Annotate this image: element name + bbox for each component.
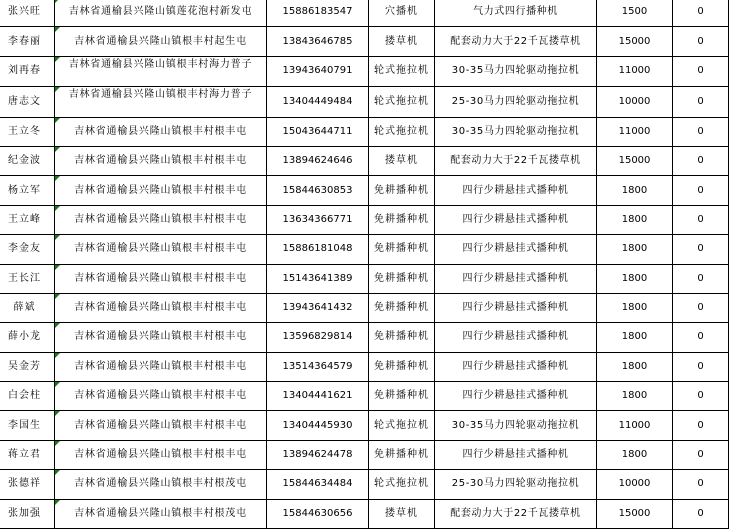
table-row — [0, 56, 729, 86]
comment-marker-icon — [55, 411, 60, 416]
phone-cell[interactable]: 13843646785 — [267, 27, 369, 56]
subsidy-amount-cell[interactable]: 1800 — [597, 382, 673, 411]
address-cell[interactable]: 吉林省通榆县兴隆山镇根丰村起生屯 — [55, 27, 267, 56]
machine-model-cell[interactable]: 四行少耕悬挂式播种机 — [435, 205, 597, 234]
phone-cell[interactable]: 13404445930 — [267, 411, 369, 440]
subsidy-amount-cell[interactable]: 10000 — [597, 470, 673, 499]
machine-type-cell[interactable]: 免耕播种机 — [369, 205, 435, 234]
phone-cell[interactable]: 15043644711 — [267, 117, 369, 146]
machine-model-cell[interactable]: 30-35马力四轮驱动拖拉机 — [435, 411, 597, 440]
subsidy-amount-cell[interactable]: 1800 — [597, 264, 673, 293]
machine-type-cell[interactable]: 免耕播种机 — [369, 440, 435, 469]
table-row — [0, 176, 729, 205]
machine-model-cell[interactable]: 配套动力大于22千瓦搂草机 — [435, 27, 597, 56]
address-cell[interactable]: 吉林省通榆县兴隆山镇根丰村根丰屯 — [55, 176, 267, 205]
phone-cell[interactable]: 15844634484 — [267, 470, 369, 499]
comment-marker-icon — [55, 118, 60, 123]
subsidy-amount-cell[interactable]: 15000 — [597, 27, 673, 56]
machine-type-cell[interactable]: 免耕播种机 — [369, 352, 435, 381]
zero-value-cell[interactable]: 0 — [673, 264, 729, 293]
table-row — [0, 293, 729, 322]
machine-model-cell[interactable]: 四行少耕悬挂式播种机 — [435, 264, 597, 293]
subsidy-amount-cell[interactable]: 1800 — [597, 176, 673, 205]
name-cell[interactable]: 李金友 — [0, 235, 55, 264]
comment-marker-icon — [55, 176, 60, 181]
address-cell[interactable]: 吉林省通榆县兴隆山镇根丰村根丰屯 — [55, 323, 267, 352]
machine-type-cell[interactable]: 免耕播种机 — [369, 264, 435, 293]
subsidy-amount-cell[interactable]: 11000 — [597, 56, 673, 86]
subsidy-amount-cell[interactable]: 1800 — [597, 293, 673, 322]
name-cell[interactable]: 张德祥 — [0, 470, 55, 499]
subsidy-amount-cell[interactable]: 1800 — [597, 440, 673, 469]
table-row — [0, 87, 729, 117]
comment-marker-icon — [55, 294, 60, 299]
name-cell[interactable]: 刘再春 — [0, 56, 55, 86]
machine-model-cell[interactable]: 30-35马力四轮驱动拖拉机 — [435, 56, 597, 86]
machine-type-cell[interactable]: 免耕播种机 — [369, 235, 435, 264]
machine-type-cell[interactable]: 搂草机 — [369, 27, 435, 56]
machine-type-cell[interactable]: 轮式拖拉机 — [369, 117, 435, 146]
name-cell[interactable]: 张加强 — [0, 499, 55, 528]
zero-value-cell[interactable]: 0 — [673, 411, 729, 440]
zero-value-cell[interactable]: 0 — [673, 293, 729, 322]
address-cell[interactable]: 吉林省通榆县兴隆山镇根丰村根丰屯 — [55, 382, 267, 411]
comment-marker-icon — [55, 235, 60, 240]
zero-value-cell[interactable]: 0 — [673, 205, 729, 234]
subsidy-amount-cell[interactable]: 1800 — [597, 323, 673, 352]
machine-model-cell[interactable]: 四行少耕悬挂式播种机 — [435, 382, 597, 411]
machine-type-cell[interactable]: 轮式拖拉机 — [369, 411, 435, 440]
table-row — [0, 264, 729, 293]
comment-marker-icon — [55, 27, 60, 32]
comment-marker-icon — [55, 147, 60, 152]
machine-type-cell[interactable]: 搂草机 — [369, 499, 435, 528]
subsidy-amount-cell[interactable]: 1800 — [597, 352, 673, 381]
phone-cell[interactable]: 13404449484 — [267, 87, 369, 117]
name-cell[interactable]: 王立峰 — [0, 205, 55, 234]
machine-model-cell[interactable]: 气力式四行播种机 — [435, 0, 597, 27]
name-cell[interactable]: 王长江 — [0, 264, 55, 293]
machine-model-cell[interactable]: 四行少耕悬挂式播种机 — [435, 235, 597, 264]
comment-marker-icon — [55, 353, 60, 358]
address-cell[interactable]: 吉林省通榆县兴隆山镇根丰村根丰屯 — [55, 264, 267, 293]
zero-value-cell[interactable]: 0 — [673, 440, 729, 469]
zero-value-cell[interactable]: 0 — [673, 146, 729, 175]
comment-marker-icon — [55, 0, 60, 3]
zero-value-cell[interactable]: 0 — [673, 382, 729, 411]
phone-cell[interactable]: 13514364579 — [267, 352, 369, 381]
machine-model-cell[interactable]: 四行少耕悬挂式播种机 — [435, 352, 597, 381]
address-cell[interactable]: 吉林省通榆县兴隆山镇根丰村根丰屯 — [55, 293, 267, 322]
zero-value-cell[interactable]: 0 — [673, 117, 729, 146]
address-cell[interactable]: 吉林省通榆县兴隆山镇莲花泡村新发屯 — [55, 0, 267, 27]
comment-marker-icon — [55, 265, 60, 270]
address-cell[interactable]: 吉林省通榆县兴隆山镇根丰村海力普子 — [55, 87, 267, 117]
name-cell[interactable]: 吴金芳 — [0, 352, 55, 381]
zero-value-cell[interactable]: 0 — [673, 470, 729, 499]
zero-value-cell[interactable]: 0 — [673, 235, 729, 264]
table-row — [0, 27, 729, 56]
comment-marker-icon — [55, 57, 60, 62]
zero-value-cell[interactable]: 0 — [673, 499, 729, 528]
comment-marker-icon — [55, 382, 60, 387]
subsidy-amount-cell[interactable]: 1800 — [597, 235, 673, 264]
machine-type-cell[interactable]: 穴播机 — [369, 0, 435, 27]
subsidy-amount-cell[interactable]: 1500 — [597, 0, 673, 27]
name-cell[interactable]: 唐志文 — [0, 87, 55, 117]
phone-cell[interactable]: 15844630656 — [267, 499, 369, 528]
table-row — [0, 235, 729, 264]
machine-model-cell[interactable]: 配套动力大于22千瓦搂草机 — [435, 499, 597, 528]
subsidy-amount-cell[interactable]: 1800 — [597, 205, 673, 234]
name-cell[interactable]: 纪金波 — [0, 146, 55, 175]
address-cell[interactable]: 吉林省通榆县兴隆山镇根丰村根丰屯 — [55, 352, 267, 381]
name-cell[interactable]: 薛小龙 — [0, 323, 55, 352]
machine-model-cell[interactable]: 四行少耕悬挂式播种机 — [435, 293, 597, 322]
phone-cell[interactable]: 15143641389 — [267, 264, 369, 293]
table-row — [0, 470, 729, 499]
machine-type-cell[interactable]: 搂草机 — [369, 146, 435, 175]
machine-type-cell[interactable]: 轮式拖拉机 — [369, 56, 435, 86]
table-row — [0, 117, 729, 146]
table-row — [0, 499, 729, 528]
comment-marker-icon — [55, 323, 60, 328]
zero-value-cell[interactable]: 0 — [673, 176, 729, 205]
address-cell[interactable]: 吉林省通榆县兴隆山镇根丰村海力普子 — [55, 56, 267, 86]
name-cell[interactable]: 白会柱 — [0, 382, 55, 411]
address-cell[interactable]: 吉林省通榆县兴隆山镇根丰村根丰屯 — [55, 235, 267, 264]
comment-marker-icon — [55, 206, 60, 211]
machine-model-cell[interactable]: 25-30马力四轮驱动拖拉机 — [435, 87, 597, 117]
phone-cell[interactable]: 13894624646 — [267, 146, 369, 175]
phone-cell[interactable]: 15844630853 — [267, 176, 369, 205]
phone-cell[interactable]: 13634366771 — [267, 205, 369, 234]
subsidy-amount-cell[interactable]: 11000 — [597, 411, 673, 440]
machine-model-cell[interactable]: 四行少耕悬挂式播种机 — [435, 440, 597, 469]
subsidy-amount-cell[interactable]: 11000 — [597, 117, 673, 146]
phone-cell[interactable]: 15886183547 — [267, 0, 369, 27]
machine-model-cell[interactable]: 30-35马力四轮驱动拖拉机 — [435, 117, 597, 146]
name-cell[interactable]: 蒋立君 — [0, 440, 55, 469]
name-cell[interactable]: 杨立军 — [0, 176, 55, 205]
machine-type-cell[interactable]: 轮式拖拉机 — [369, 470, 435, 499]
zero-value-cell[interactable]: 0 — [673, 323, 729, 352]
zero-value-cell[interactable]: 0 — [673, 352, 729, 381]
table-row — [0, 352, 729, 381]
table-row — [0, 323, 729, 352]
table-row — [0, 411, 729, 440]
machine-model-cell[interactable]: 四行少耕悬挂式播种机 — [435, 176, 597, 205]
address-cell[interactable]: 吉林省通榆县兴隆山镇根丰村根丰屯 — [55, 411, 267, 440]
machine-type-cell[interactable]: 轮式拖拉机 — [369, 87, 435, 117]
machine-model-cell[interactable]: 25-30马力四轮驱动拖拉机 — [435, 470, 597, 499]
machine-type-cell[interactable]: 免耕播种机 — [369, 293, 435, 322]
phone-cell[interactable]: 15886181048 — [267, 235, 369, 264]
name-cell[interactable]: 李国生 — [0, 411, 55, 440]
address-cell[interactable]: 吉林省通榆县兴隆山镇根丰村根丰屯 — [55, 146, 267, 175]
phone-cell[interactable]: 13943640791 — [267, 56, 369, 86]
phone-cell[interactable]: 13404441621 — [267, 382, 369, 411]
zero-value-cell[interactable]: 0 — [673, 87, 729, 117]
machine-type-cell[interactable]: 免耕播种机 — [369, 176, 435, 205]
comment-marker-icon — [55, 500, 60, 505]
zero-value-cell[interactable]: 0 — [673, 27, 729, 56]
table-row — [0, 440, 729, 469]
machine-model-cell[interactable]: 四行少耕悬挂式播种机 — [435, 323, 597, 352]
name-cell[interactable]: 李春丽 — [0, 27, 55, 56]
address-cell[interactable]: 吉林省通榆县兴隆山镇根丰村根茂屯 — [55, 499, 267, 528]
comment-marker-icon — [55, 441, 60, 446]
address-cell[interactable]: 吉林省通榆县兴隆山镇根丰村根丰屯 — [55, 117, 267, 146]
address-cell[interactable]: 吉林省通榆县兴隆山镇根丰村根丰屯 — [55, 440, 267, 469]
address-cell[interactable]: 吉林省通榆县兴隆山镇根丰村根丰屯 — [55, 205, 267, 234]
machine-type-cell[interactable]: 免耕播种机 — [369, 323, 435, 352]
table-row — [0, 0, 729, 27]
name-cell[interactable]: 王立冬 — [0, 117, 55, 146]
name-cell[interactable]: 薛斌 — [0, 293, 55, 322]
machine-type-cell[interactable]: 免耕播种机 — [369, 382, 435, 411]
phone-cell[interactable]: 13596829814 — [267, 323, 369, 352]
table-row — [0, 205, 729, 234]
table-row — [0, 146, 729, 175]
comment-marker-icon — [55, 470, 60, 475]
subsidy-amount-cell[interactable]: 15000 — [597, 499, 673, 528]
zero-value-cell[interactable]: 0 — [673, 56, 729, 86]
subsidy-amount-cell[interactable]: 15000 — [597, 146, 673, 175]
table-row — [0, 382, 729, 411]
name-cell[interactable]: 张兴旺 — [0, 0, 55, 27]
address-cell[interactable]: 吉林省通榆县兴隆山镇根丰村根茂屯 — [55, 470, 267, 499]
zero-value-cell[interactable]: 0 — [673, 0, 729, 27]
phone-cell[interactable]: 13943641432 — [267, 293, 369, 322]
subsidy-amount-cell[interactable]: 10000 — [597, 87, 673, 117]
comment-marker-icon — [55, 87, 60, 92]
machine-model-cell[interactable]: 配套动力大于22千瓦搂草机 — [435, 146, 597, 175]
phone-cell[interactable]: 13894624478 — [267, 440, 369, 469]
